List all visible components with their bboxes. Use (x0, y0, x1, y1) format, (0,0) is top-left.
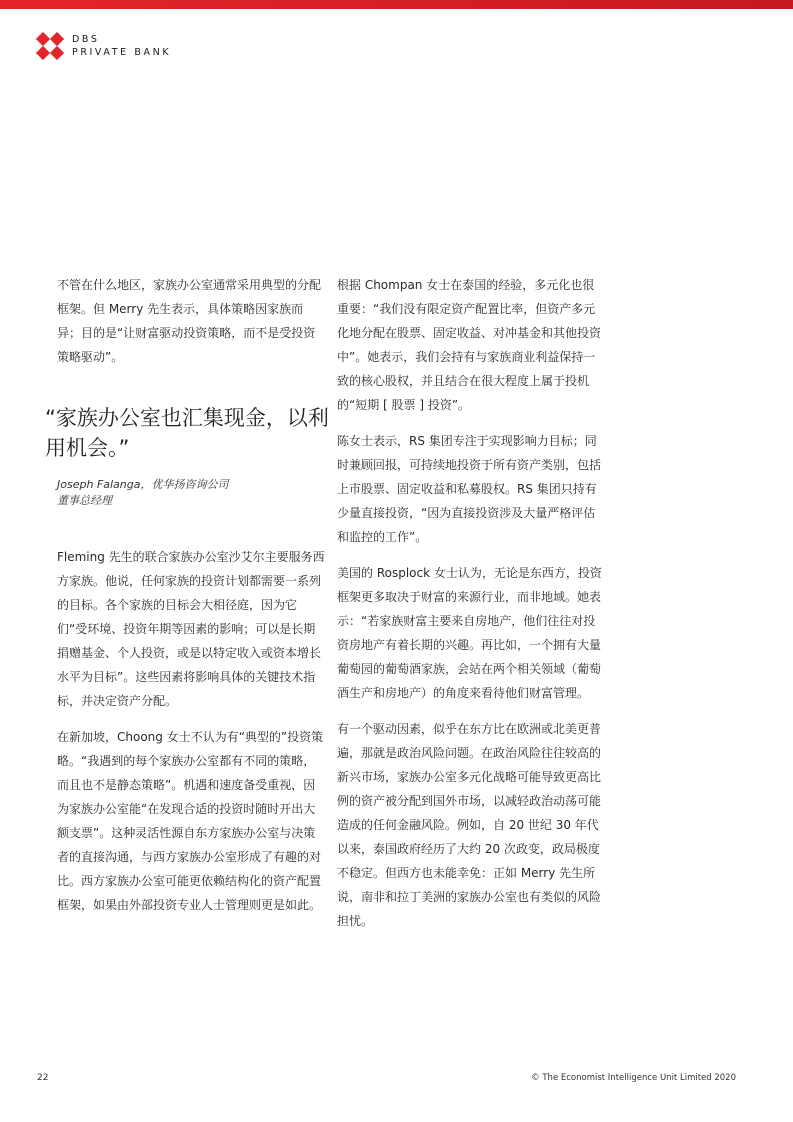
right-paragraph-3: 美国的 Rosplock 女士认为，无论是东西方，投资框架更多取决于财富的来源行业，而非地域。她表示：“若家族财富主要来自房地产，他们往往对投资房地产有着长期的兴趣。再比如，一个拥有大量葡萄园的葡萄酒家族，会站在两个相关领域（葡萄酒生产和房地产）的角度来看待他们财富管理。 (337, 566, 602, 700)
attribution-title: 董事总经理 (57, 494, 112, 507)
top-accent-bar (0, 0, 793, 9)
left-paragraph-3: 在新加坡，Choong 女士不认为有“典型的”投资策略。“我遇到的每个家族办公室都有不同的策略，而且也不是静态策略”。机遇和速度备受重视，因为家族办公室能“在发现合适的投资时随时开出大额支票”。这种灵活性源自东方家族办公室与决策者的直接沟通，与西方家族办公室形成了有趣的对比。西方家族办公室可能更依赖结构化的资产配置框架，如果由外部投资专业人士管理则更是如此。 (57, 730, 324, 912)
dbs-star-icon (36, 32, 64, 60)
dbs-logo (36, 32, 171, 60)
pull-quote: “家族办公室也汇集现金，以利用机会。” (45, 406, 329, 460)
right-paragraph-2: 陈女士表示，RS 集团专注于实现影响力目标；同时兼顾回报，可持续地投资于所有资产类别，包括上市股票、固定收益和私募股权。RS 集团只持有少量直接投资，“因为直接投资涉及大量严格评估和监控的工作”。 (337, 434, 602, 544)
attribution-name: Joseph Falanga，优华扬咨询公司 (57, 478, 229, 491)
brand-wordmark (72, 33, 171, 59)
page-number: 22 (37, 1073, 49, 1083)
brand-line-2: PRIVATE BANK (72, 47, 172, 58)
brand-line-1: DBS (72, 34, 100, 45)
left-column (45, 273, 329, 929)
right-paragraph-1: 根据 Chompan 女士在泰国的经验，多元化也很重要：“我们没有限定资产配置比率，但资产多元化地分配在股票、固定收益、对冲基金和其他投资中”。她表示，我们会持有与家族商业利益保持一致的核心股权，并且结合在很大程度上属于投机的“短期 [ 股票 ] 投资”。 (337, 278, 602, 412)
copyright-notice: © The Economist Intelligence Unit Limited 2020 (531, 1073, 736, 1083)
quote-attribution (57, 477, 325, 509)
left-paragraph-2: Fleming 先生的联合家族办公室沙艾尔主要服务西方家族。他说，任何家族的投资计划都需要一系列的目标。各个家族的目标会大相径庭，因为它们“受环境、投资年期等因素的影响；可以是长期捐赠基金、个人投资，或是以特定收入或资本增长水平为目标”。这些因素将影响具体的关键技术指标，并决定资产分配。 (57, 550, 325, 708)
right-paragraph-4: 有一个驱动因素，似乎在东方比在欧洲或北美更普遍，那就是政治风险问题。在政治风险往往较高的新兴市场，家族办公室多元化战略可能导致更高比例的资产被分配到国外市场，以减轻政治动荡可能造成的任何金融风险。例如，自 20 世纪 30 年代以来，泰国政府经历了大约 20 次政变，政局极度不稳定。但西方也未能幸免：正如 Merry 先生所说，南非和拉丁美洲的家族办公室也有类似的风险担忧。 (337, 722, 602, 928)
right-column (337, 273, 605, 945)
left-paragraph-1: 不管在什么地区，家族办公室通常采用典型的分配框架。但 Merry 先生表示，具体策略因家族而异；目的是“让财富驱动投资策略，而不是受投资策略驱动”。 (57, 278, 322, 364)
